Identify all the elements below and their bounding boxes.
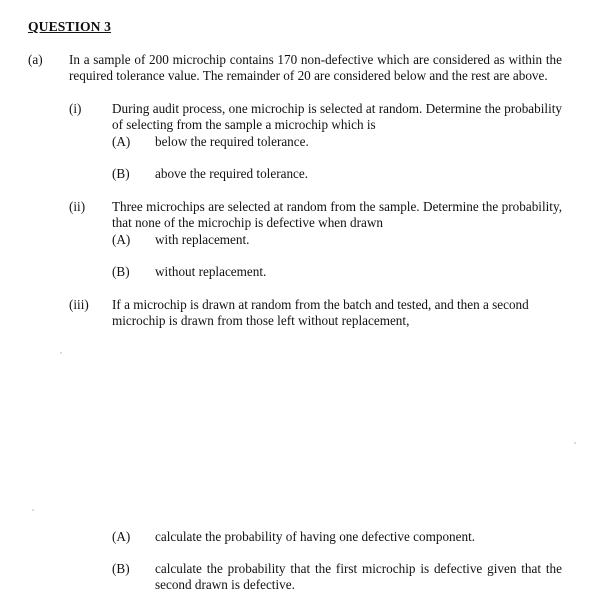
sub-ii-b-text: without replacement. [155,264,267,279]
scan-speck [574,442,576,444]
sub-iii-a-text: calculate the probability of having one defective component. [155,529,476,544]
sub-ii-text: Three microchips are selected at random from the sample. Determine the probability, that none of the microchip is defective when drawn [112,199,562,230]
sub-iii-b-text: calculate the probability that the first microchip is defective given that the second drawn is defective. [155,561,562,592]
sub-ii-label: (ii) [69,199,86,214]
sub-i-b-label: (B) [112,166,130,181]
sub-iii-text: If a microchip is drawn at random from the batch and tested, and then a second microchip is drawn from those left without replacement, [112,297,529,328]
sub-i-text: During audit process, one microchip is selected at random. Determine the probability of selecting from the sample a microchip which is [112,101,562,132]
sub-ii-b-label: (B) [112,264,130,279]
sub-iii-a-label: (A) [112,529,131,544]
part-a-intro: In a sample of 200 microchip contains 170 non-defective which are considered as within the required tolerance value. The remainder of 20 are considered below and the rest are above. [69,52,562,83]
sub-iii-b-label: (B) [112,561,130,576]
sub-iii-label: (iii) [69,297,89,312]
part-a-label: (a) [28,52,43,67]
sub-i-a-text: below the required tolerance. [155,134,309,149]
sub-i-a-label: (A) [112,134,131,149]
question-heading: QUESTION 3 [28,19,111,34]
sub-ii-a-label: (A) [112,232,131,247]
sub-i-b-text: above the required tolerance. [155,166,309,181]
sub-ii-a-text: with replacement. [155,232,250,247]
scan-speck [60,352,62,354]
scan-speck [32,509,34,511]
sub-i-label: (i) [69,101,82,116]
